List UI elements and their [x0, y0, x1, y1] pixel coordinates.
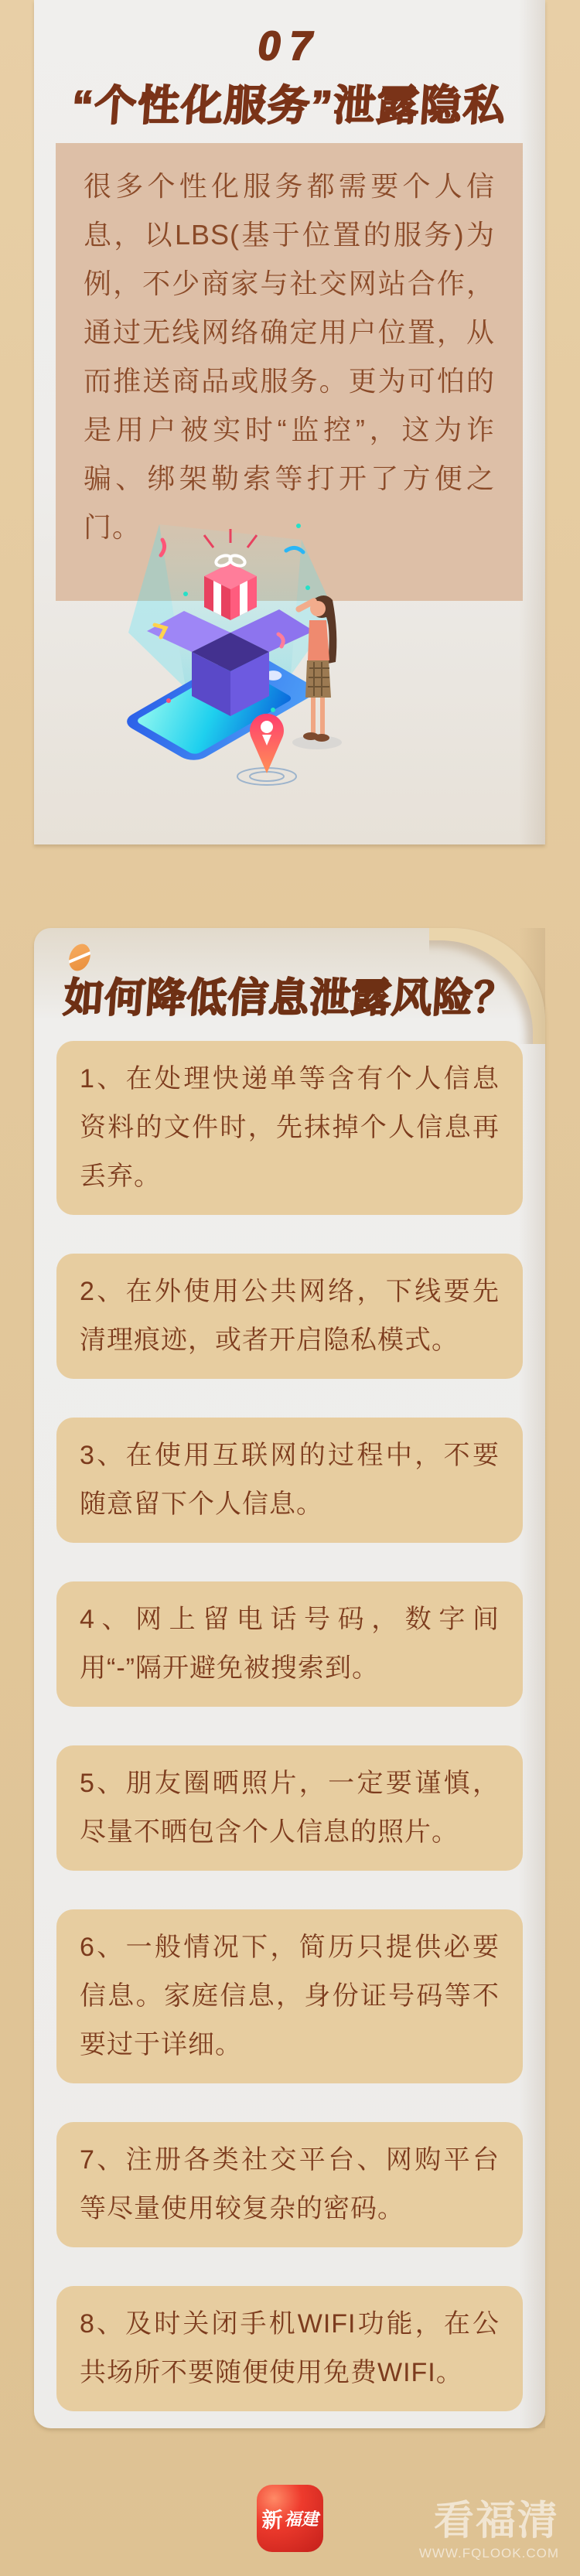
tip-card-6: 6、一般情况下，简历只提供必要信息。家庭信息，身份证号码等不要过于详细。 — [56, 1909, 523, 2083]
tip-card-7: 7、注册各类社交平台、网购平台等尽量使用较复杂的密码。 — [56, 2122, 523, 2247]
tips-list — [56, 1041, 523, 2411]
tip-card-4: 4、网上留电话号码，数字间用“-”隔开避免被搜索到。 — [56, 1581, 523, 1707]
tip-card-2: 2、在外使用公共网络，下线要先清理痕迹，或者开启隐私模式。 — [56, 1254, 523, 1379]
watermark-title: 看福清 — [433, 2499, 559, 2544]
section-title: “个性化服务”泄露隐私 — [70, 83, 509, 129]
section-number: 07 — [258, 24, 322, 69]
tip-card-8: 8、及时关闭手机WIFI功能，在公共场所不要随便使用免费WIFI。 — [56, 2286, 523, 2411]
intro-card-text: 很多个性化服务都需要个人信息，以LBS(基于位置的服务)为例，不少商家与社交网站合作，通过无线网络确定用户位置，从而推送商品或服务。更为可怕的是用户被实时“监控”，这为诈骗、绑架勒索等打开了方便之门。 — [84, 170, 495, 543]
tip-card-3: 3、在使用互联网的过程中，不要随意留下个人信息。 — [56, 1418, 523, 1543]
app-name-script: 福建 — [284, 2509, 319, 2529]
tip-card-5: 5、朋友圈晒照片，一定要谨慎，尽量不晒包含个人信息的照片。 — [56, 1745, 523, 1871]
watermark-url: WWW.FQLOOK.COM — [418, 2546, 559, 2561]
new-fujian-app-icon — [257, 2485, 323, 2552]
app-name-bold: 新 — [261, 2509, 283, 2532]
lbs-illustration — [114, 517, 354, 799]
tip-card-1: 1、在处理快递单等含有个人信息资料的文件时，先抹掉个人信息再丢弃。 — [56, 1041, 523, 1215]
section1-paper — [34, 0, 545, 844]
watermark — [419, 2499, 559, 2561]
section2-paper — [34, 928, 545, 2428]
section2-heading: 如何降低信息泄露风险？ — [62, 976, 517, 1021]
